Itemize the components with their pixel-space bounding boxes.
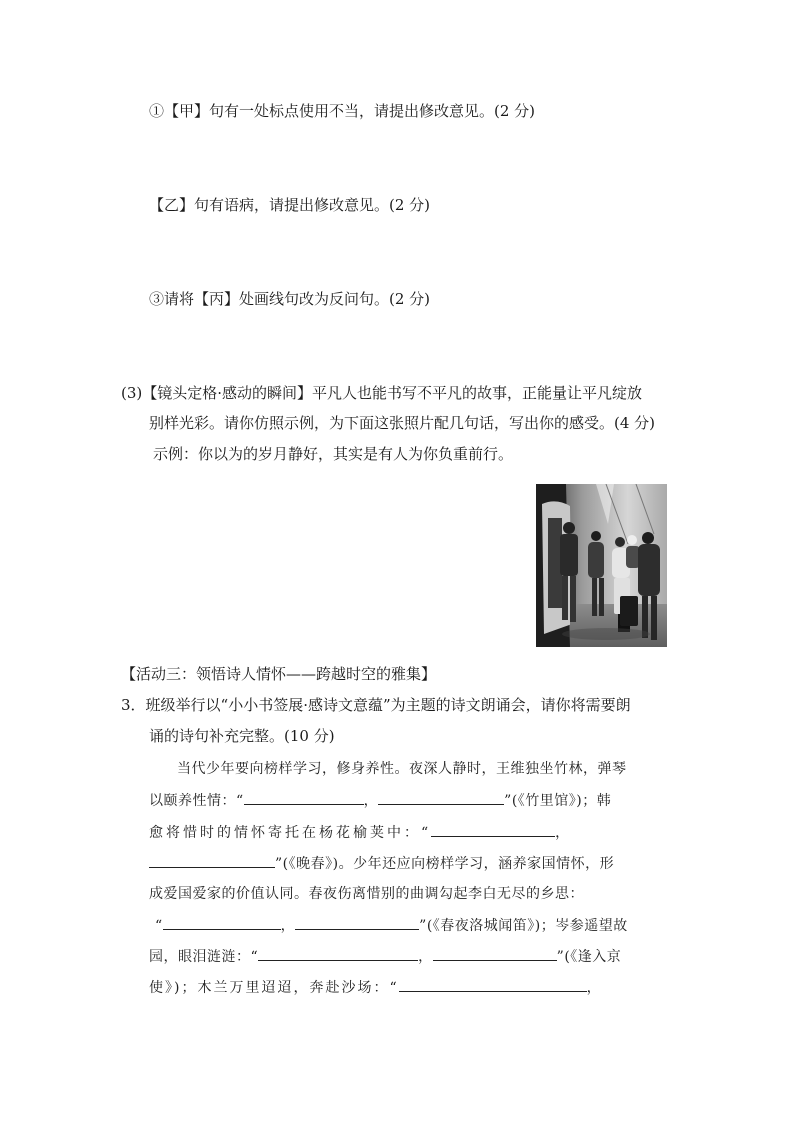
activity3-title: 【活动三：领悟诗人情怀——跨越时空的雅集】: [121, 665, 437, 683]
passage-line-4: [149, 853, 677, 874]
part3-line1: (3)【镜头定格·感动的瞬间】平凡人也能书写不平凡的故事，正能量让平凡绽放: [121, 384, 643, 402]
passage-text: ，: [586, 980, 603, 996]
fill-blank[interactable]: [431, 822, 555, 837]
passage-text: ，: [280, 918, 296, 934]
part3-line2: 别样光彩。请你仿照示例，为下面这张照片配几句话，写出你的感受。(4 分): [149, 414, 656, 432]
passage-line-2: [149, 790, 677, 811]
fill-blank[interactable]: [378, 790, 504, 805]
passage-text: ，: [363, 793, 379, 809]
passage-text: 以颐养性情：“: [149, 793, 244, 809]
fill-blank[interactable]: [433, 946, 557, 961]
passage-text: “: [155, 918, 163, 934]
question-2-grammar: 【乙】句有语病，请提出修改意见。(2 分): [149, 196, 431, 214]
passage-text: ，: [555, 825, 573, 841]
question-3-rhetorical: ③请将【丙】处画线句改为反问句。(2 分): [149, 290, 431, 308]
passage-line-8: [149, 977, 677, 998]
fill-blank[interactable]: [244, 790, 364, 805]
passage-text: ，: [418, 949, 433, 965]
passage-text: ”(《竹里馆》)；韩: [504, 793, 612, 809]
fill-blank[interactable]: [163, 915, 281, 930]
question3-line2: 诵的诗句补充完整。(10 分): [149, 727, 335, 745]
train-station-photo: [536, 484, 667, 647]
fill-blank[interactable]: [258, 946, 418, 961]
passage-text: 使》)；木兰万里迢迢，奔赴沙场：“: [149, 980, 399, 996]
fill-blank[interactable]: [399, 977, 587, 992]
passage-text: ”(《逢入京: [556, 949, 622, 965]
part3-example: 示例：你以为的岁月静好，其实是有人为你负重前行。: [153, 445, 514, 463]
passage-text: ”(《春夜洛城闻笛》)；岑参遥望故: [419, 918, 628, 934]
passage-line-6: [155, 915, 677, 936]
train-station-photo-illustration: [536, 484, 667, 647]
passage-line-3: [149, 822, 677, 843]
question-1-punctuation: ①【甲】句有一处标点使用不当，请提出修改意见。(2 分): [149, 102, 536, 120]
passage-line-5: 成爱国爱家的价值认同。春夜伤离惜别的曲调勾起李白无尽的乡思：: [149, 886, 584, 902]
passage-text: 愈将惜时的情怀寄托在杨花榆荚中：“: [149, 825, 432, 841]
passage-line-7: [149, 946, 677, 967]
fill-blank[interactable]: [295, 915, 419, 930]
fill-blank[interactable]: [149, 853, 275, 868]
passage-text: ”(《晚春》)。少年还应向榜样学习，涵养家国情怀，形: [275, 856, 615, 872]
question3-line1: 3．班级举行以“小小书签展·感诗文意蕴”为主题的诗文朗诵会，请你将需要朗: [121, 696, 631, 714]
passage-text: 园，眼泪涟涟：“: [149, 949, 259, 965]
passage-line-1: 当代少年要向榜样学习，修身养性。夜深人静时，王维独坐竹林，弹琴: [177, 761, 627, 777]
